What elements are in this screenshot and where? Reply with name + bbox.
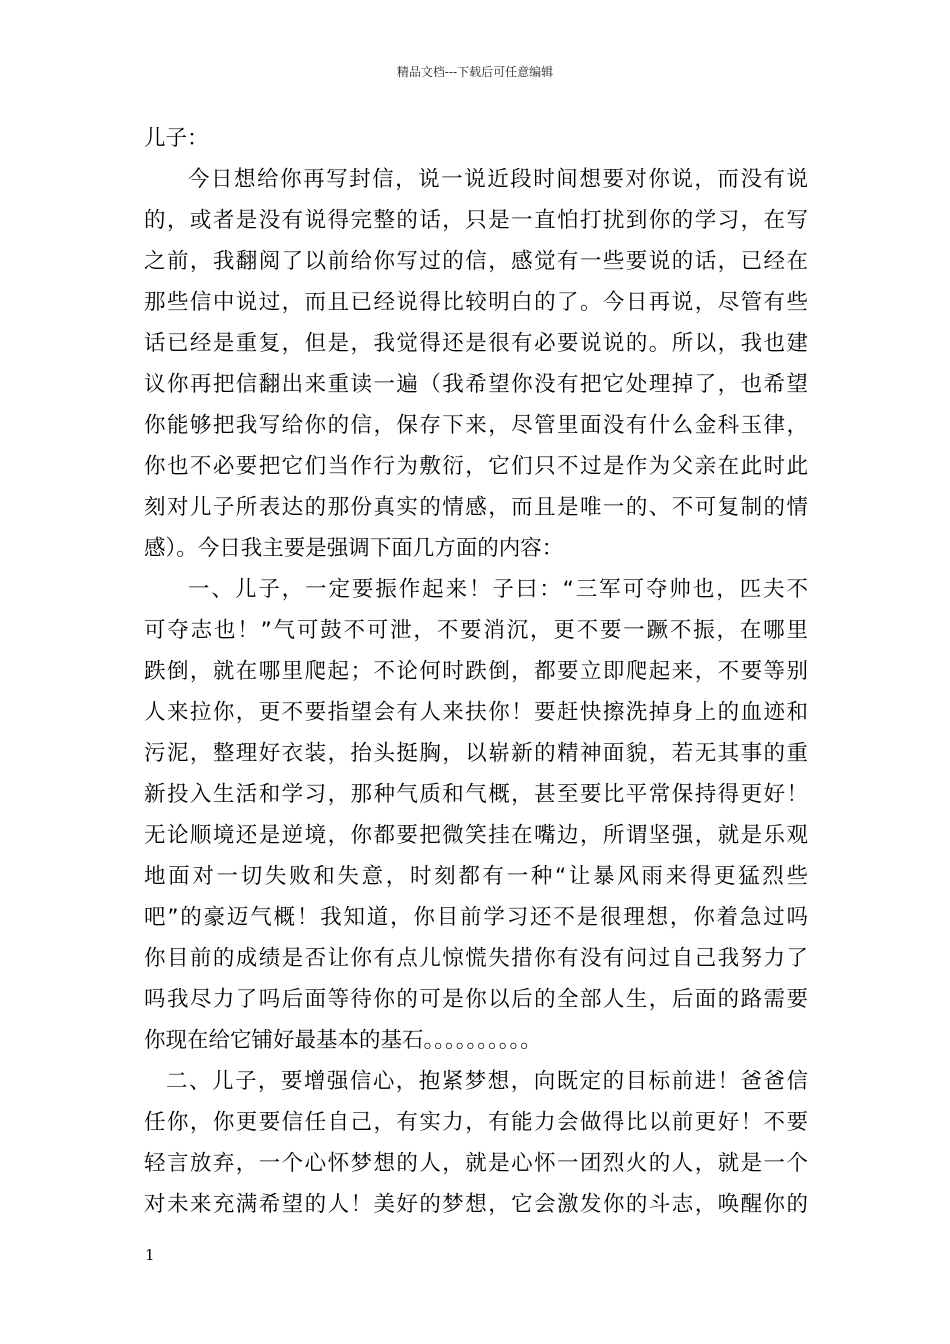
text-line: 你现在给它铺好最基本的基石。。。。。。。。。。: [144, 1028, 542, 1053]
text-line: 无论顺境还是逆境，你都要把微笑挂在嘴边，所谓坚强，就是乐观: [144, 823, 808, 848]
text-line: 你能够把我写给你的信，保存下来，尽管里面没有什么金科玉律，: [144, 413, 808, 438]
text-line: 刻对儿子所表达的那份真实的情感，而且是唯一的、不可复制的情: [144, 495, 808, 520]
page-number: 1: [145, 1246, 155, 1264]
text-line: 话已经是重复，但是，我觉得还是很有必要说说的。所以，我也建: [144, 331, 808, 356]
text-line: 你目前的成绩是否让你有点儿惊慌失措你有没有问过自己我努力了: [144, 946, 808, 971]
text-line: 对未来充满希望的人！美好的梦想，它会激发你的斗志，唤醒你的: [144, 1192, 808, 1217]
text-line: 跌倒，就在哪里爬起；不论何时跌倒，都要立即爬起来，不要等别: [144, 659, 808, 684]
text-line: 二、儿子，要增强信心，抱紧梦想，向既定的目标前进！爸爸信: [166, 1069, 808, 1094]
text-line: 的，或者是没有说得完整的话，只是一直怕打扰到你的学习，在写: [144, 208, 808, 233]
paragraph-2: [144, 569, 808, 1061]
text-line: 新投入生活和学习，那种气质和气概，甚至要比平常保持得更好！: [144, 782, 808, 807]
text-line: 那些信中说过，而且已经说得比较明白的了。今日再说，尽管有些: [144, 290, 808, 315]
page-header: 精品文档---下载后可任意编辑: [396, 65, 554, 79]
salutation: 儿子：: [144, 126, 209, 151]
paragraph-1: [144, 159, 808, 569]
text-line: 之前，我翻阅了以前给你写过的信，感觉有一些要说的话，已经在: [144, 249, 808, 274]
text-line: 感）。今日我主要是强调下面几方面的内容：: [144, 536, 564, 561]
text-line: 吧”的豪迈气概！我知道，你目前学习还不是很理想，你着急过吗: [144, 905, 808, 930]
text-line: 任你，你更要信任自己，有实力，有能力会做得比以前更好！不要: [144, 1110, 808, 1135]
text-line: 今日想给你再写封信，说一说近段时间想要对你说，而没有说: [188, 167, 808, 192]
text-line: 一、儿子，一定要振作起来！子曰：“三军可夺帅也，匹夫不: [188, 577, 808, 602]
text-line: 可夺志也！”气可鼓不可泄，不要消沉，更不要一蹶不振，在哪里: [144, 618, 808, 643]
text-line: 议你再把信翻出来重读一遍（我希望你没有把它处理掉了，也希望: [144, 372, 808, 397]
text-line: 污泥，整理好衣装，抬头挺胸，以崭新的精神面貌，若无其事的重: [144, 741, 808, 766]
text-line: 你也不必要把它们当作行为敷衍，它们只不过是作为父亲在此时此: [144, 454, 808, 479]
letter-body: [144, 118, 808, 1225]
paragraph-3: [144, 1061, 808, 1225]
text-line: 吗我尽力了吗后面等待你的可是你以后的全部人生，后面的路需要: [144, 987, 808, 1012]
text-line: 轻言放弃，一个心怀梦想的人，就是心怀一团烈火的人，就是一个: [144, 1151, 808, 1176]
text-line: 人来拉你，更不要指望会有人来扶你！要赶快擦洗掉身上的血迹和: [144, 700, 808, 725]
text-line: 地面对一切失败和失意，时刻都有一种“让暴风雨来得更猛烈些: [144, 864, 808, 889]
